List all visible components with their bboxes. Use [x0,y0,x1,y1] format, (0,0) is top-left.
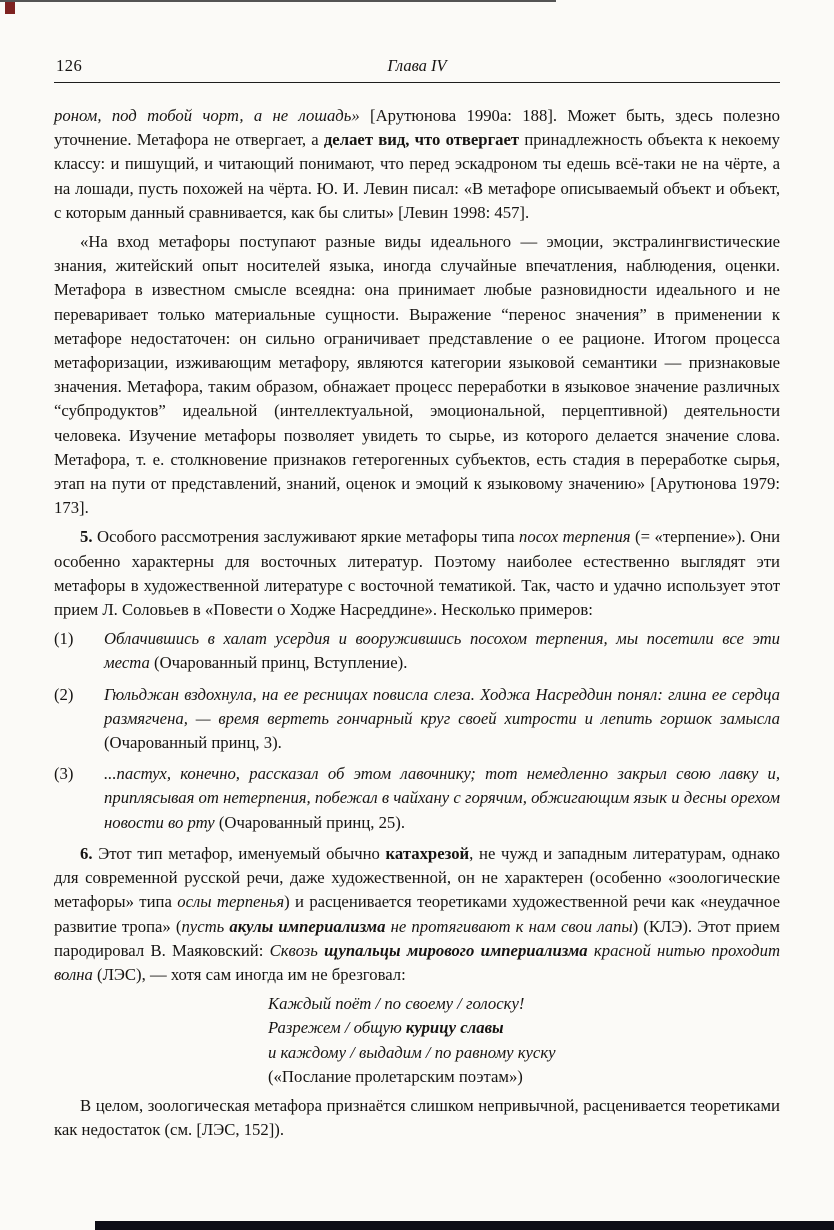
text-run: Этот тип метафор, именуемый обычно [92,843,386,863]
example-item-2 [54,683,780,756]
text-run: , не чужд и западным литературам, однако для современной русской речи, даже художественной, он не характерен (особенно «зоологические метафоры» типа [54,843,780,912]
text-run: (Очарованный принц, Вступление). [149,653,408,673]
page-body [54,104,780,1142]
scan-artifact-bottom-band [95,1221,834,1230]
verse-line [268,1041,780,1065]
text-run: Сквозь [269,940,325,960]
verse-line [268,1065,780,1089]
text-run: Гюльджан вздохнула, на ее ресницах повисла слеза. Ходжа Насреддин понял: глина ее сердца размягчена, — время вертеть гончарный круг своей хитрости и лепить горшок замысла [104,684,780,728]
example-text [104,627,780,675]
text-run: Облачившись в халат усердия и вооружившись посохом терпения, мы посетили все эти места [104,629,780,673]
text-run: ослы терпенья [177,892,285,912]
page-header [54,56,780,78]
text-run: пусть [181,916,230,936]
text-run: курицу славы [405,1018,504,1038]
text-run: красной нитью проходит волна [54,940,780,984]
text-run: [Арутюнова 1990а: 188]. Может быть, здесь полезно уточнение. Метафора не отвергает, а [54,106,780,150]
verse-line [268,992,780,1016]
verse-line [268,1016,780,1040]
chapter-title: Глава IV [387,56,447,75]
text-run: («Послание пролетарским поэтам») [268,1066,523,1086]
scan-artifact-red-mark [5,2,15,14]
example-text [104,683,780,756]
verse-quote [268,992,780,1089]
example-item-3 [54,762,780,835]
text-run: принадлежность объекта к некоему классу: и пишущий, и читающий понимают, что перед эскадроном ты едешь всё-таки не на чёрте, а на лошади, пусть похожей на чёрта. Ю. И. Левин писал: «В метафоре описываемый объект и объект, с которым данный сравнивается, как бы слиты» [Левин 1998: 457]. [54,130,780,222]
section-5-paragraph [54,525,780,622]
opening-paragraph [54,104,780,225]
text-run: ) (КЛЭ). Этот прием пародировал В. Маяковский: [54,916,780,960]
scan-artifact-top-line [0,0,556,2]
text-run: (ЛЭС), — хотя сам иногда им не брезговал: [92,964,406,984]
section-6-paragraph [54,842,780,987]
block-quote-paragraph [54,230,780,520]
text-run: В целом, зоологическая метафора признаётся слишком непривычной, расценивается теоретиками как недостаток (см. [ЛЭС, 152]). [54,1095,780,1140]
example-marker: (2) [54,684,74,704]
header-rule [54,82,780,83]
text-run: «На вход метафоры поступают разные виды идеального — эмоции, экстралингвистические знания, житейский опыт носителей языка, иногда случайные впечатления, наблюдения, оценки. Метафора в известном смысле всеядна: она принимает любые разновидности идеального и не переваривает только материальные сущности. Выражение “перенос значения” в применении к метафоре недостаточен: он сильно ограничивает представление о ее рационе. Итогом процесса метафоризации, изживающим метафору, являются категории языковой семантики — признаковые значения. Метафора, таким образом, обнажает процесс переработки в языковое значение различных “субпродуктов” идеальной (интеллектуальной, эмоциональной, перцептивной) деятельности человека. Изучение метафоры позволяет увидеть то сырье, из которого делается значение слова. Метафора, т. е. столкновение признаков гетерогенных субъектов, есть стадия в переработке сырья, этап на пути от представлений, знаний, оценок и эмоций к языковому значению» [Арутюнова 1979: 173]. [54,232,780,518]
text-run: ...пастух, конечно, рассказал об этом лавочнику; тот немедленно закрыл свою лавку и, приплясывая от нетерпения, побежал в чайхану с горячим, обжигающим язык и десны орехом новости во рту [104,764,780,832]
text-run: не протягивают к нам свои лапы [385,916,633,936]
closing-paragraph [54,1094,780,1142]
example-text [104,762,780,835]
text-run: Каждый поёт / по своему / голоску! [268,994,525,1014]
text-run: ) и расценивается теоретиками художественной речи как «неудачное развитие тропа» ( [54,892,780,936]
text-run: (Очарованный принц, 3). [104,733,282,753]
text-run: 5. [80,527,93,547]
text-run: и каждому / выдадим / по равному куску [268,1042,556,1062]
example-marker: (1) [54,629,74,649]
example-item-1 [54,627,780,675]
text-run: 6. [80,843,93,863]
text-run: (Очарованный принц, 25). [214,812,406,832]
text-run: роном, под тобой чорт, а не лошадь» [54,106,360,125]
text-run: акулы империализма [229,916,386,936]
example-marker: (3) [54,764,74,784]
text-run: делает вид, что отвергает [323,130,520,150]
page-number: 126 [56,56,83,75]
text-run: Разрежем / общую [268,1018,406,1038]
text-run: щупальцы мирового империализма [324,940,588,960]
text-run: посох терпения [519,527,631,547]
text-run: Особого рассмотрения заслуживают яркие метафоры типа [92,527,520,547]
text-run: катахрезой [385,843,470,863]
text-run: (= «терпение»). Они особенно характерны для восточных литератур. Поэтому наиболее естественно выглядят эти метафоры в художественной литературе с восточной тематикой. Так, часто и удачно использует этот прием Л. Соловьев в «Повести о Ходже Насреддине». Несколько примеров: [54,527,780,620]
